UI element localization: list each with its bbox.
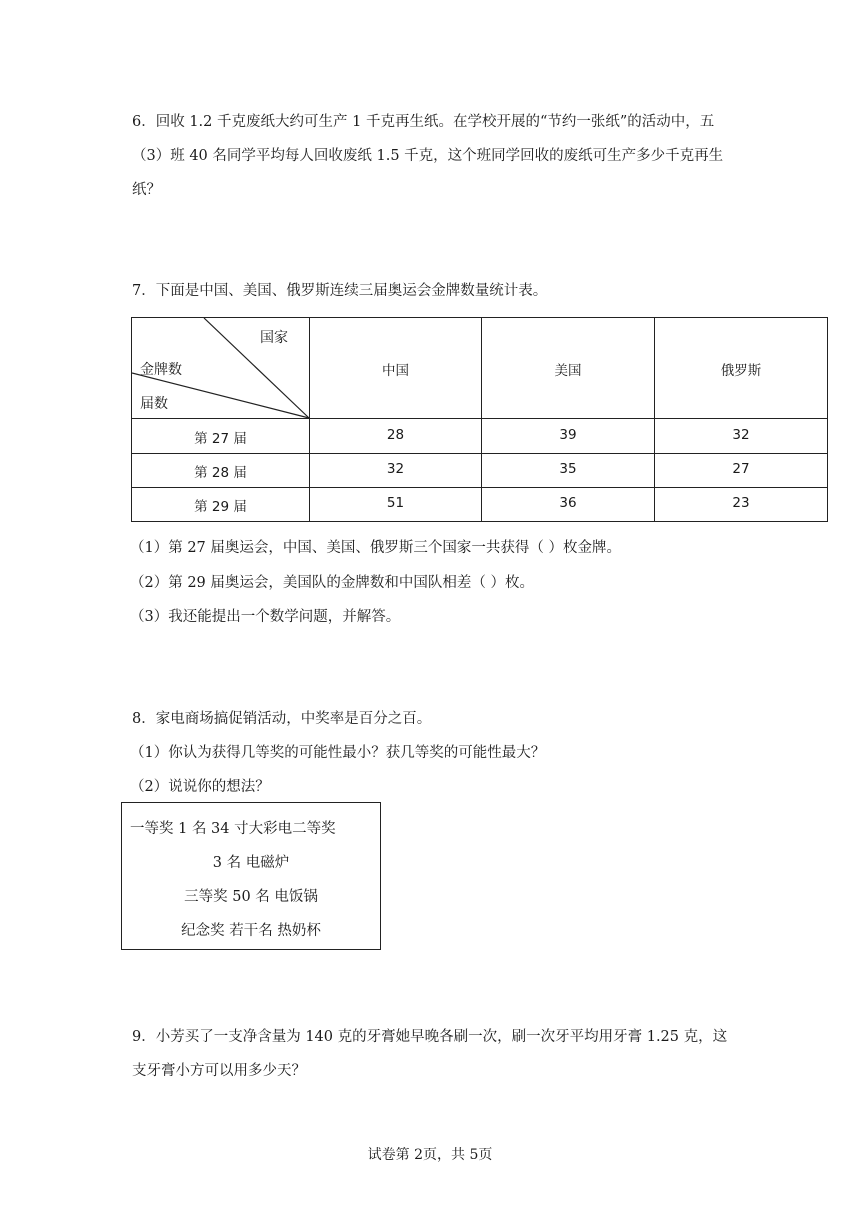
q9-line-1: 9．小芳买了一支净含量为 140 克的牙膏她早晚各刷一次，刷一次牙平均用牙膏 1.25 克，这 [132, 1029, 728, 1045]
page-footer: 试卷第 2页，共 5页 [367, 1147, 493, 1163]
medal-table [131, 317, 828, 522]
column-header-usa: 美国 [554, 363, 582, 379]
table-rule [132, 453, 827, 454]
q9-line-2: 支牙膏小方可以用多少天？ [132, 1063, 306, 1079]
q6-line-2: （3）班 40 名同学平均每人回收废纸 1.5 千克，这个班同学回收的废纸可生产多少千克再生 [132, 148, 724, 164]
column-header-russia: 俄罗斯 [720, 363, 762, 379]
corner-label-country: 国家 [260, 330, 288, 346]
prize-line: 三等奖 50 名 电饭锅 [184, 889, 318, 905]
prize-line: 纪念奖 若干名 热奶杯 [181, 923, 321, 939]
q7-intro: 7．下面是中国、美国、俄罗斯连续三届奥运会金牌数量统计表。 [132, 283, 548, 299]
q6-line-3: 纸？ [132, 182, 161, 198]
table-cell: 51 [386, 495, 405, 511]
q8-intro: 8．家电商场搞促销活动，中奖率是百分之百。 [132, 711, 432, 727]
row-label: 第 27 届 [194, 431, 247, 447]
table-cell: 35 [559, 461, 577, 477]
prize-line: 3 名 电磁炉 [212, 855, 290, 871]
column-header-china: 中国 [382, 363, 409, 379]
table-cell: 28 [386, 427, 405, 443]
prize-line: 一等奖 1 名 34 寸大彩电二等奖 [130, 821, 336, 837]
row-label: 第 29 届 [194, 499, 247, 515]
table-cell: 32 [386, 461, 405, 477]
corner-label-editions: 届数 [140, 396, 168, 412]
table-cell: 39 [559, 427, 577, 443]
q8-sub-question-2: （2）说说你的想法？ [130, 779, 270, 795]
corner-label-medals: 金牌数 [140, 362, 182, 378]
table-rule [654, 318, 655, 521]
table-rule [132, 487, 827, 488]
table-rule [481, 318, 482, 521]
table-cell: 23 [732, 495, 750, 511]
table-cell: 36 [559, 495, 577, 511]
q8-sub-question-1: （1）你认为获得几等奖的可能性最小？获几等奖的可能性最大？ [130, 745, 546, 761]
q7-sub-question-1: （1）第 27 届奥运会，中国、美国、俄罗斯三个国家一共获得（ ）枚金牌。 [130, 540, 622, 556]
table-cell: 32 [732, 427, 750, 443]
q7-sub-question-2: （2）第 29 届奥运会，美国队的金牌数和中国队相差（ ）枚。 [130, 575, 535, 591]
q7-sub-question-3: （3）我还能提出一个数学问题，并解答。 [130, 609, 401, 625]
prize-list-box [121, 802, 381, 950]
table-cell: 27 [732, 461, 750, 477]
q6-line-1: 6．回收 1.2 千克废纸大约可生产 1 千克再生纸。在学校开展的“节约一张纸”的活动中，五 [132, 114, 715, 130]
row-label: 第 28 届 [194, 465, 247, 481]
